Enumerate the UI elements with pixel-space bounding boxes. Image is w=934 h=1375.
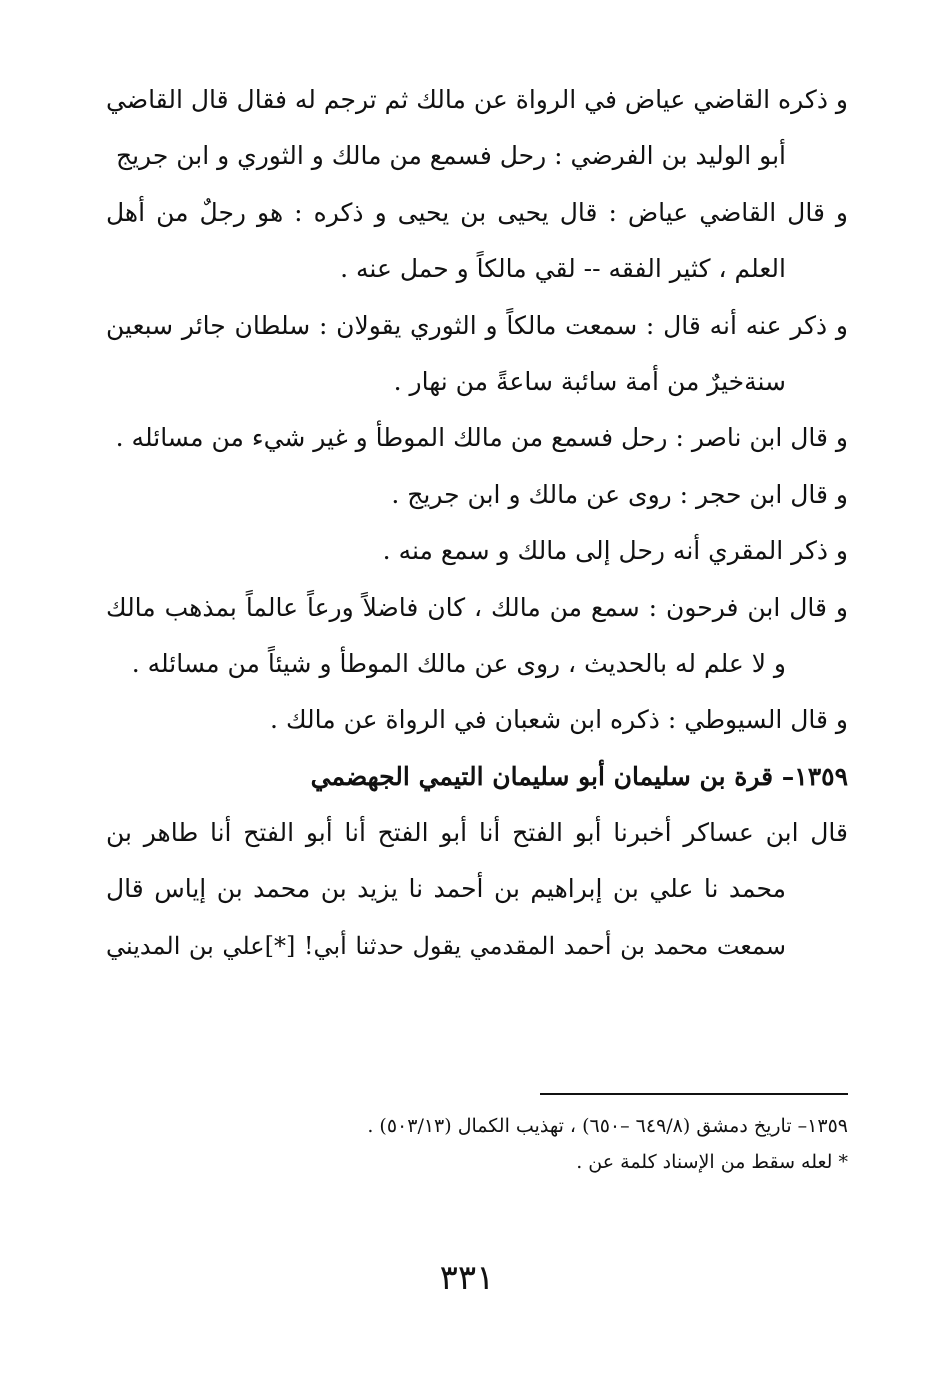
text-line: و قال السيوطي : ذكره ابن شعبان في الرواة عن مالك . [270, 705, 848, 735]
text-line: و ذكر عنه أنه قال : سمعت مالكاً و الثوري يقولان : سلطان جائر سبعين [106, 310, 848, 340]
text-line: قال ابن عساكر أخبرنا أبو الفتح أنا أبو الفتح أنا أبو الفتح أنا طاهر بن [106, 818, 848, 848]
entry-heading: ١٣٥٩– قرة بن سليمان أبو سليمان التيمي الجهضمي [310, 761, 848, 791]
footnotes [106, 1108, 848, 1180]
text-line: و قال ابن ناصر : رحل فسمع من مالك الموطأ و غير شيء من مسائله . [115, 423, 848, 453]
footnote-line: * لعله سقط من الإسناد كلمة عن . [576, 1151, 848, 1173]
text-line: و لا علم له بالحديث ، روى عن مالك الموطأ و شيئاً من مسائله . [131, 648, 786, 678]
text-line: و ذكر المقري أنه رحل إلى مالك و سمع منه . [382, 536, 848, 566]
text-line: سمعت محمد بن أحمد المقدمي يقول حدثنا أبي! [*]علي بن المديني [106, 931, 786, 960]
text-line: سنةخيرٌ من أمة سائبة ساعةً من نهار . [393, 366, 786, 396]
text-line: العلم ، كثير الفقه -- لقي مالكاً و حمل عنه . [340, 254, 786, 284]
text-line: و ذكره القاضي عياض في الرواة عن مالك ثم ترجم له فقال قال القاضي [106, 85, 848, 114]
text-line: محمد نا علي بن إبراهيم بن أحمد نا يزيد بن محمد بن إياس قال [106, 874, 786, 904]
text-line: أبو الوليد بن الفرضي : رحل فسمع من مالك و الثوري و ابن جريج [115, 141, 786, 171]
main-text [106, 72, 848, 974]
text-line: و قال القاضي عياض : قال يحيى بن يحيى و ذكره : هو رجلٌ من أهل [106, 197, 848, 227]
page-number: ٣٣١ [439, 1258, 495, 1298]
footnote-divider [540, 1093, 848, 1095]
text-line: و قال ابن حجر : روى عن مالك و ابن جريج . [391, 479, 848, 509]
text-line: و قال ابن فرحون : سمع من مالك ، كان فاضلاً ورعاً عالماً بمذهب مالك [106, 592, 848, 622]
footnote-line: ١٣٥٩– تاريخ دمشق (٦٤٩/٨ –٦٥٠) ، تهذيب الكمال (٥٠٣/١٣) . [367, 1115, 848, 1137]
